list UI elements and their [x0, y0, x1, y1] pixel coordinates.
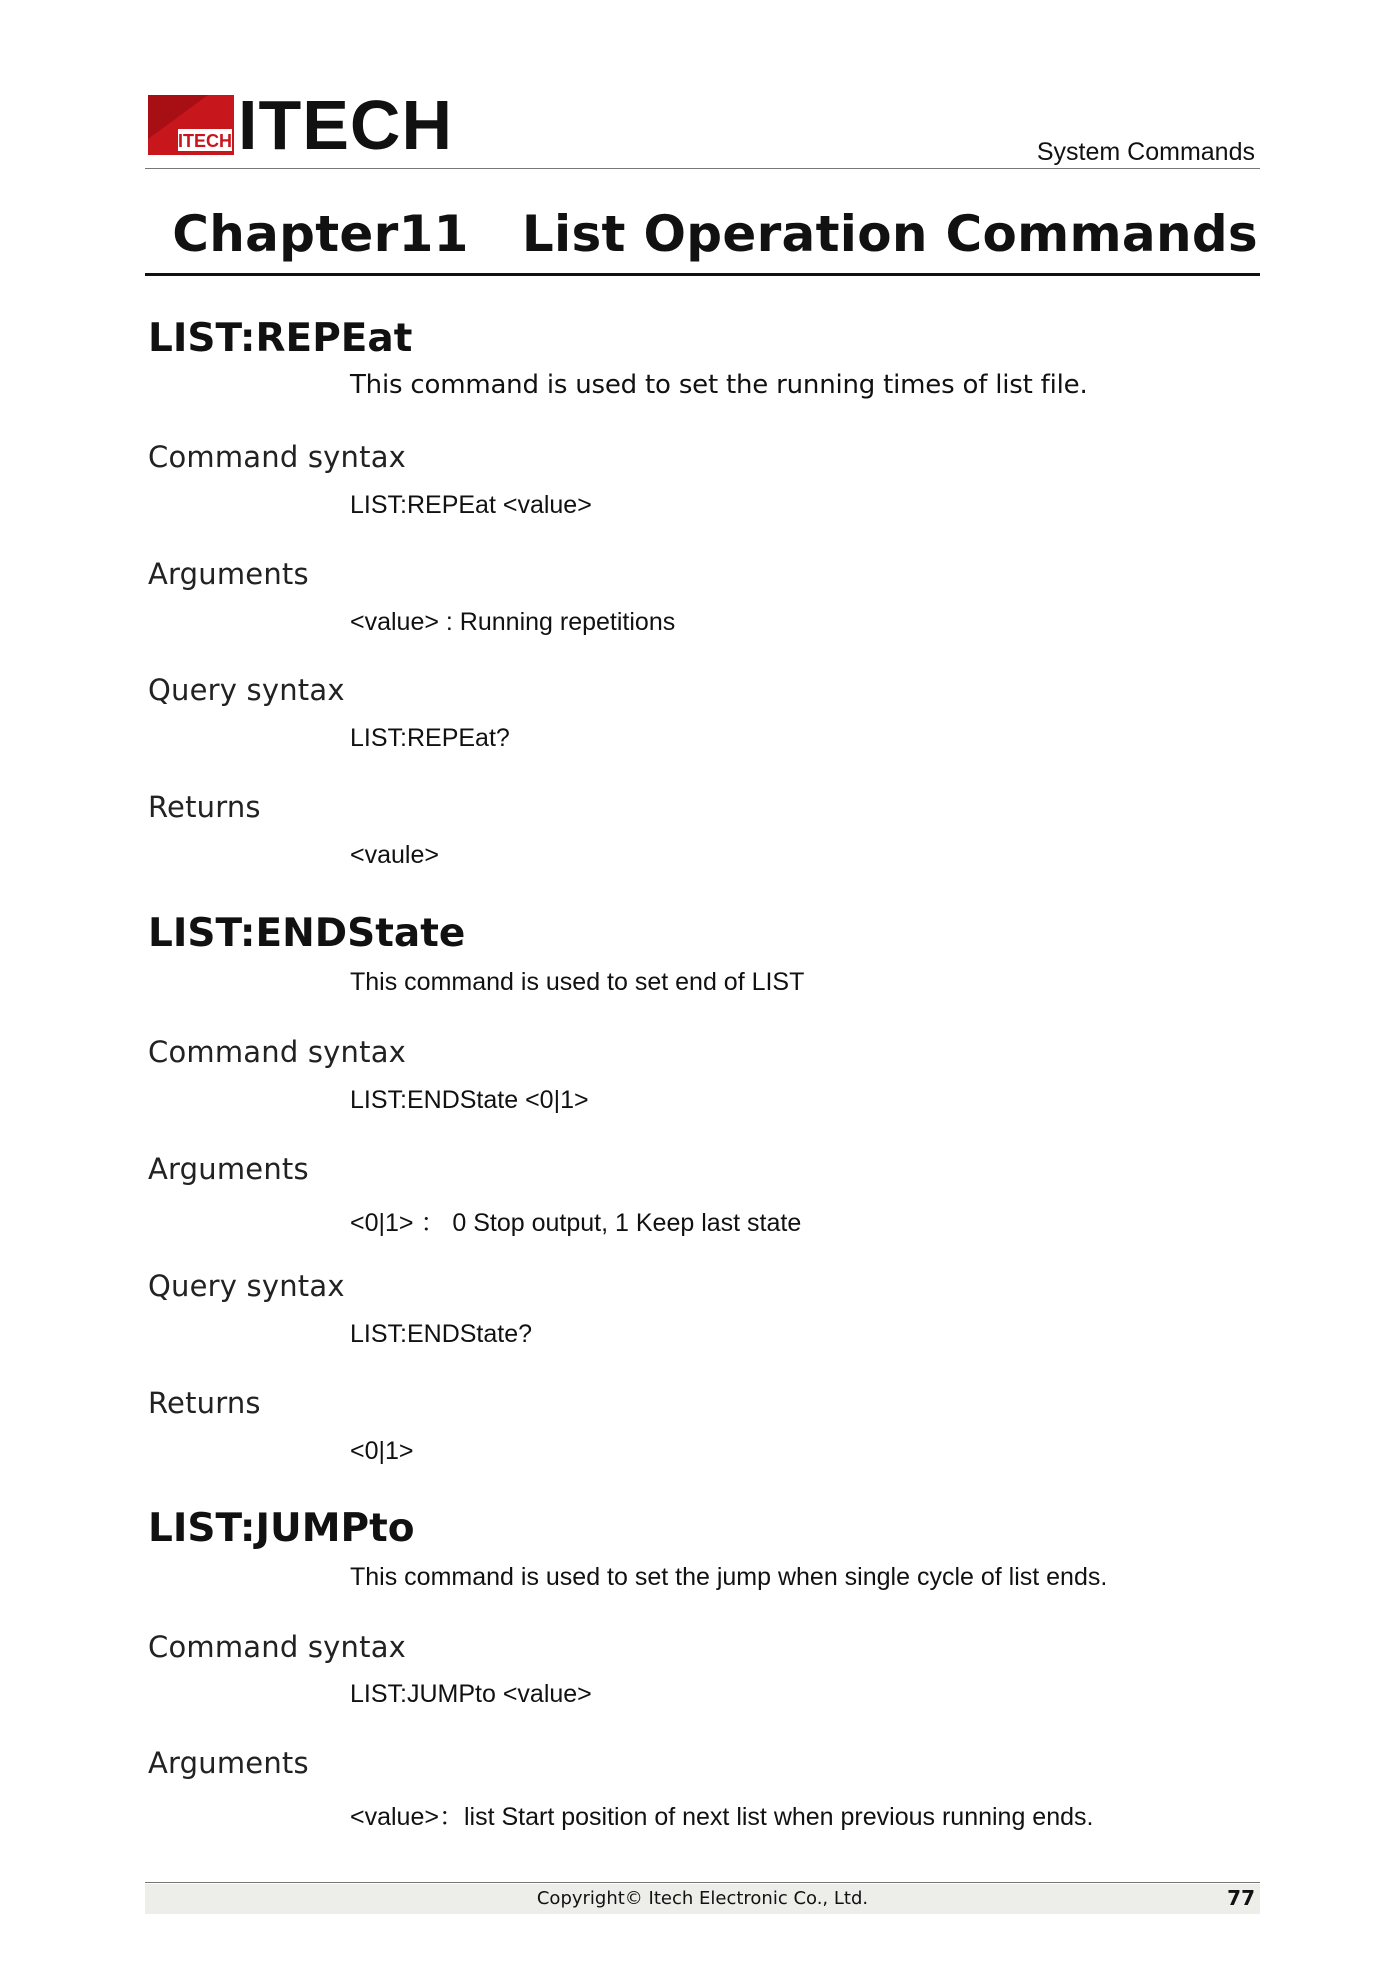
section-label: Command syntax	[148, 1035, 407, 1069]
footer-divider	[145, 1882, 1260, 1883]
command-title: LIST:ENDState	[148, 911, 466, 956]
section-label: Arguments	[148, 1152, 309, 1186]
section-value: LIST:ENDState <0|1>	[350, 1086, 589, 1114]
section-label: Query syntax	[148, 673, 345, 707]
section-label: Query syntax	[148, 1269, 345, 1303]
section-value: LIST:ENDState?	[350, 1320, 533, 1348]
section-label: Returns	[148, 1386, 261, 1420]
section-value: <0|1> ： 0 Stop output, 1 Keep last state	[350, 1209, 802, 1237]
section-value: LIST:JUMPto <value>	[350, 1680, 592, 1708]
command-title: LIST:JUMPto	[148, 1506, 415, 1551]
logo-mark-text: ITECH	[178, 131, 232, 151]
section-value: LIST:REPEat?	[350, 724, 510, 752]
itech-logo	[148, 86, 453, 164]
command-description: This command is used to set end of LIST	[350, 968, 805, 996]
command-description: This command is used to set the running times of list file.	[350, 370, 1088, 400]
section-value: <value>：list Start position of next list when previous running ends.	[350, 1803, 1094, 1831]
chapter-divider	[145, 273, 1260, 276]
page-number: 77	[1227, 1886, 1255, 1910]
section-title: System Commands	[1036, 138, 1255, 166]
section-label: Arguments	[148, 557, 309, 591]
section-value: LIST:REPEat <value>	[350, 491, 592, 519]
section-value: <vaule>	[350, 841, 439, 869]
section-label: Returns	[148, 790, 261, 824]
command-description: This command is used to set the jump when single cycle of list ends.	[350, 1563, 1108, 1591]
section-value: <value> : Running repetitions	[350, 608, 676, 636]
footer-copyright: Copyright© Itech Electronic Co., Ltd.	[536, 1888, 869, 1909]
itech-logo-mark-icon	[148, 95, 234, 155]
logo-wordmark: ITECH	[238, 86, 453, 164]
section-label: Arguments	[148, 1746, 309, 1780]
header-divider	[145, 168, 1260, 169]
command-title: LIST:REPEat	[148, 316, 413, 361]
section-value: <0|1>	[350, 1437, 414, 1465]
section-label: Command syntax	[148, 440, 407, 474]
section-label: Command syntax	[148, 1630, 407, 1664]
chapter-title: Chapter11 List Operation Commands	[172, 205, 1258, 263]
